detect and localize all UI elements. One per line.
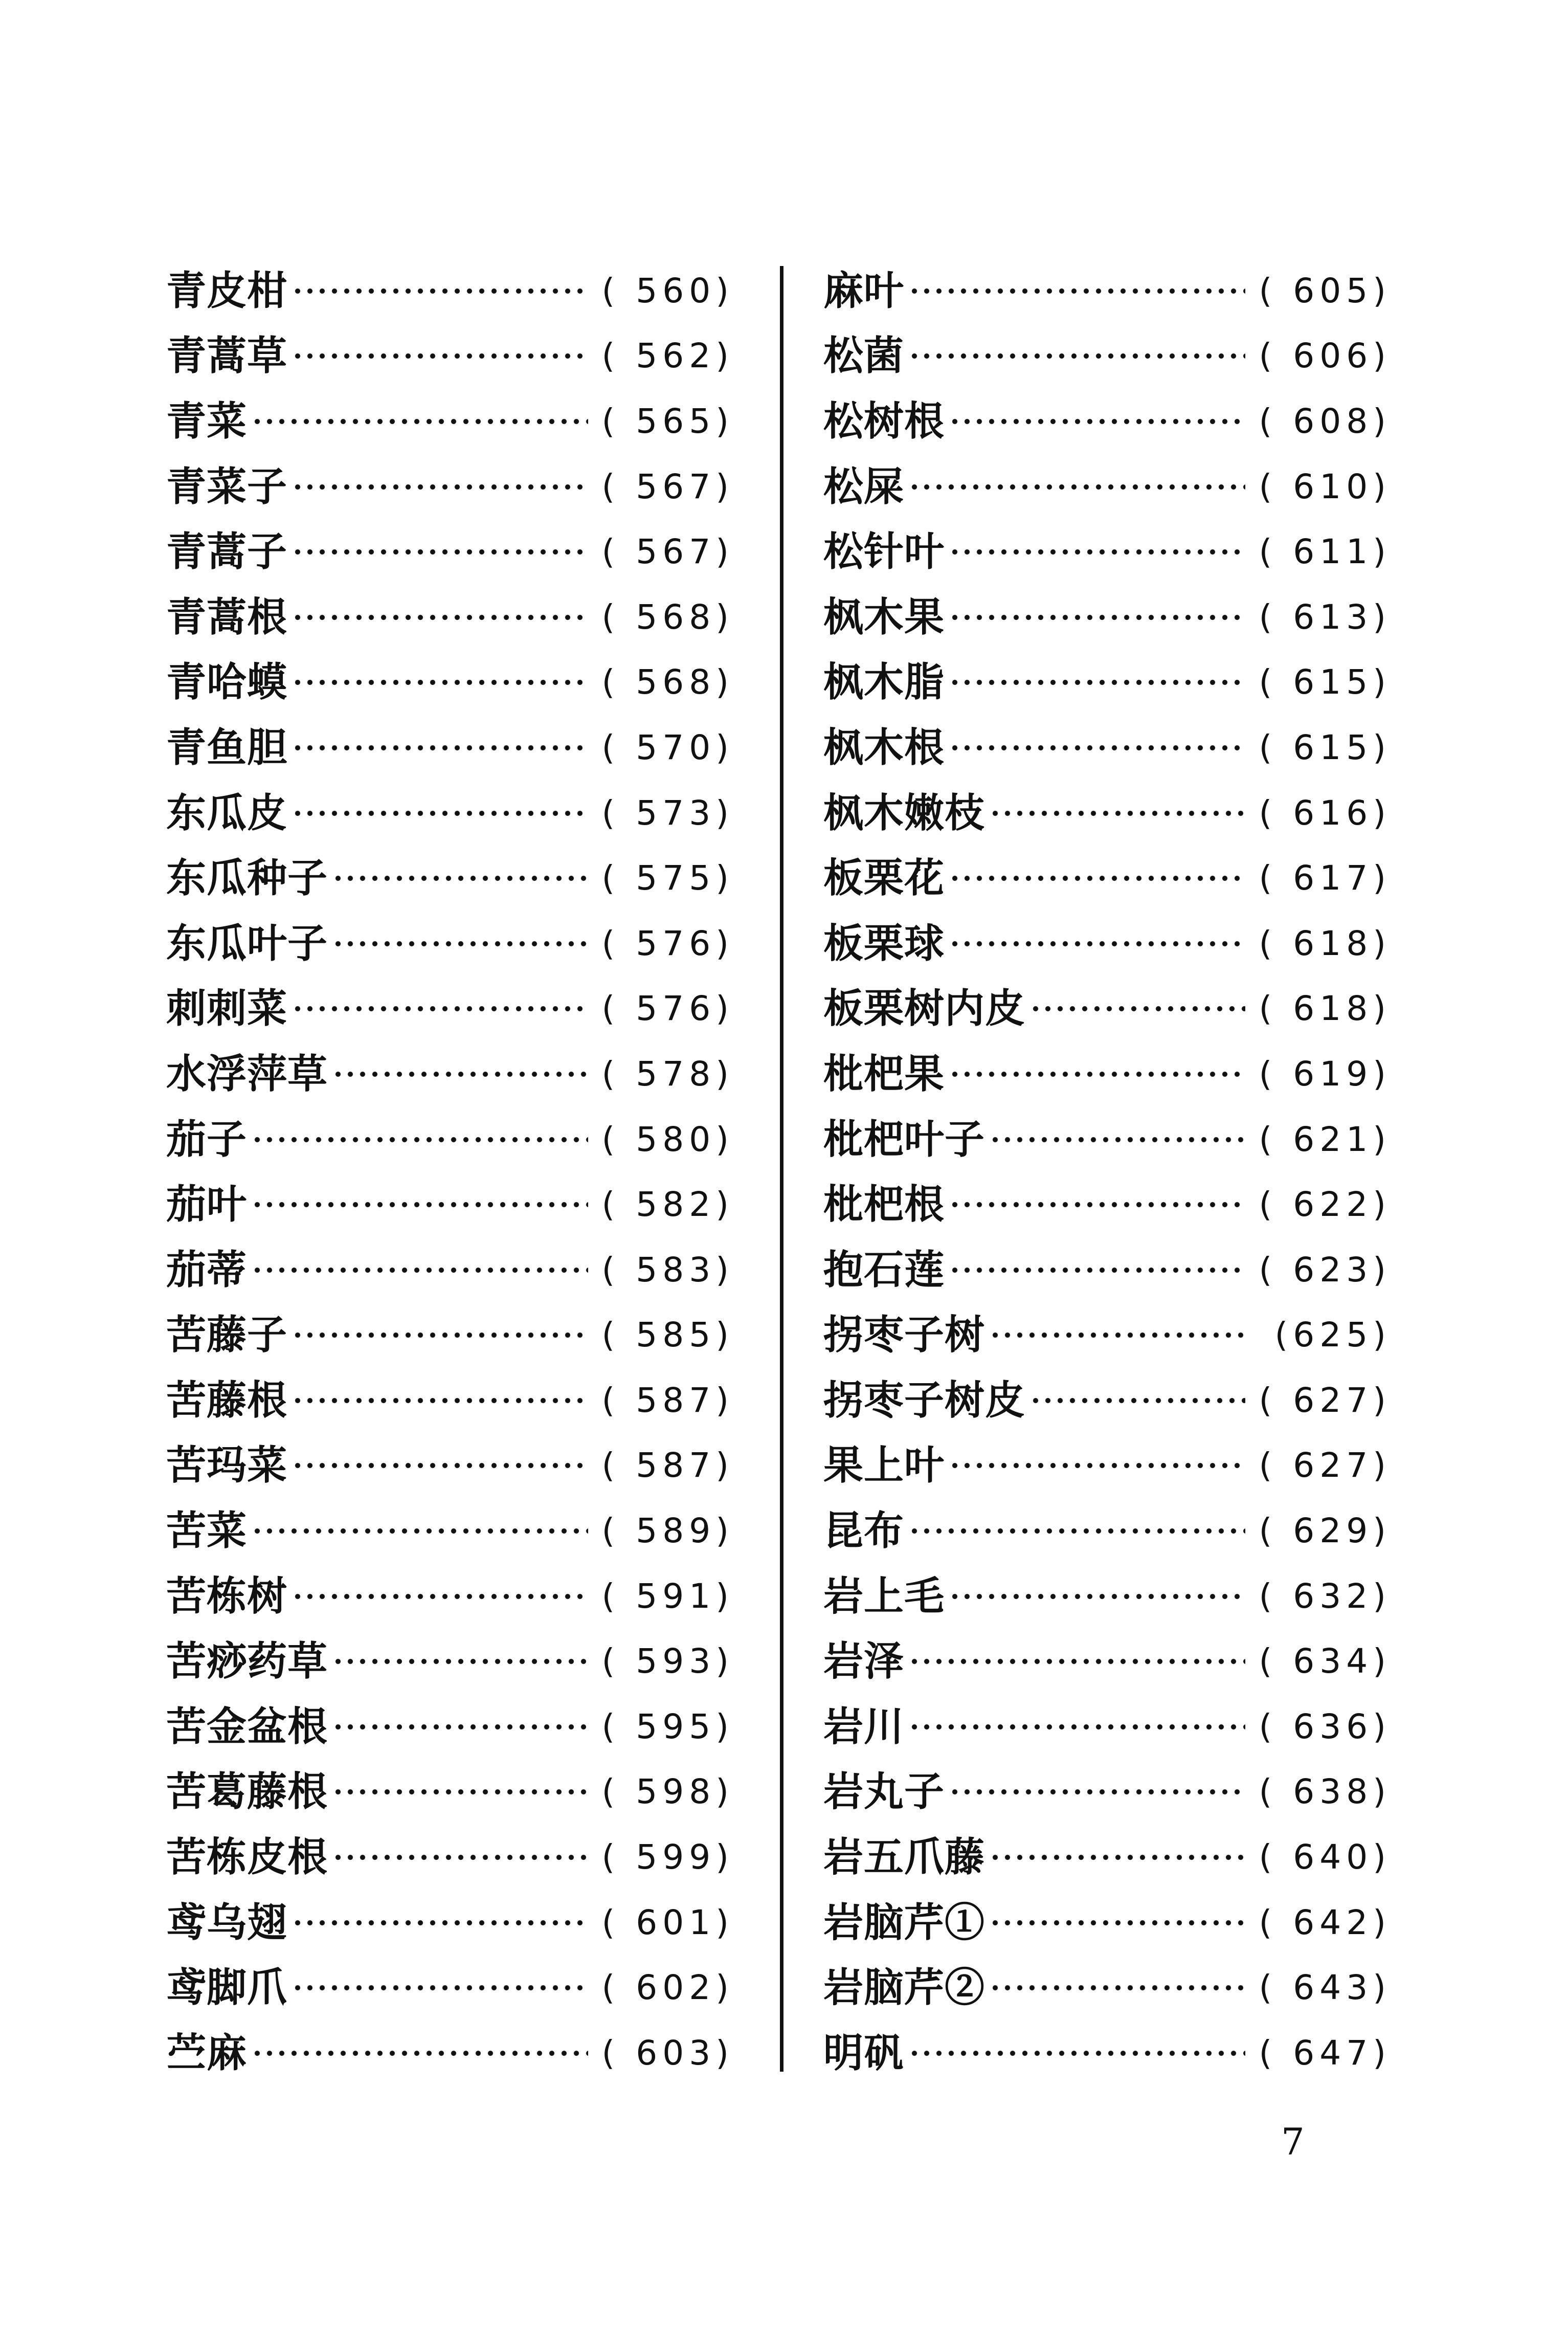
index-entry [823,650,1391,716]
dot-leader [949,1450,1245,1481]
entry-page: ( 599) [601,1837,734,1877]
index-entry [166,650,734,716]
entry-name: 青鱼胆 [166,728,290,768]
index-entry [166,1237,734,1303]
dot-leader [949,602,1245,633]
index-entry [823,1760,1391,1825]
dot-leader [989,1907,1245,1938]
entry-page: ( 622) [1259,1185,1391,1225]
entry-page: ( 605) [1259,271,1391,310]
column-divider [780,266,783,2072]
dot-leader [251,1124,588,1155]
index-entry [166,389,734,454]
dot-leader [949,406,1245,437]
entry-name: 枫木嫩枝 [823,793,988,833]
entry-name: 果上叶 [823,1446,948,1485]
dot-leader [908,1712,1245,1742]
index-entry [166,1694,734,1760]
entry-name: 岩川 [823,1707,907,1747]
entry-name: 苦痧药草 [166,1641,331,1681]
entry-page: ( 593) [601,1641,734,1681]
entry-page: ( 598) [601,1772,734,1812]
entry-page: ( 627) [1259,1380,1391,1420]
dot-leader [949,1059,1245,1090]
entry-name: 枇杷根 [823,1185,948,1225]
index-entry [823,1368,1391,1433]
index-entry [166,1955,734,2021]
dot-leader [332,1777,588,1807]
dot-leader [989,1124,1245,1155]
index-entry [823,1172,1391,1237]
entry-page: ( 619) [1259,1054,1391,1094]
entry-name: 枫木果 [823,597,948,637]
entry-page: ( 603) [601,2033,734,2073]
entry-name: 青蒿根 [166,597,290,637]
entry-name: 东瓜皮 [166,793,290,833]
entry-name: 苦金盆根 [166,1707,331,1747]
entry-page: ( 568) [601,662,734,702]
index-entry [166,1564,734,1629]
index-entry [166,715,734,781]
entry-name: 拐枣子树 [823,1315,988,1355]
dot-leader [989,1320,1245,1350]
dot-leader [251,1189,588,1220]
dot-leader [251,406,588,437]
entry-page: ( 570) [601,727,734,767]
entry-name: 东瓜种子 [166,858,331,898]
entry-name: 苦菜 [166,1511,250,1551]
index-entry [823,977,1391,1042]
entry-page: ( 632) [1259,1576,1391,1616]
entry-name: 青菜子 [166,467,290,507]
dot-leader [908,276,1245,306]
entry-page: ( 576) [601,923,734,963]
dot-leader [908,341,1245,371]
index-entry [166,1760,734,1825]
dot-leader [1029,1385,1245,1416]
entry-name: 松菌 [823,336,907,376]
entry-page: ( 587) [601,1380,734,1420]
dot-leader [292,733,588,763]
entry-name: 岩五爪藤 [823,1837,988,1877]
entry-page: ( 582) [601,1185,734,1225]
entry-name: 苦藤根 [166,1381,290,1421]
entry-name: 青菜 [166,402,250,441]
entry-name: 板栗树内皮 [823,989,1028,1029]
entry-name: 板栗球 [823,924,948,964]
index-entry [823,911,1391,977]
index-entry [166,1368,734,1433]
entry-page: ( 589) [601,1511,734,1551]
index-entry [166,519,734,585]
dot-leader [332,1059,588,1090]
index-entry [166,1303,734,1368]
entry-page: ( 575) [601,858,734,898]
entry-page: ( 640) [1259,1837,1391,1877]
entry-page: ( 591) [601,1576,734,1616]
index-entry [166,781,734,846]
entry-page: ( 587) [601,1446,734,1485]
entry-page: ( 617) [1259,858,1391,898]
entry-name: 茄蒂 [166,1250,250,1290]
index-entry [823,389,1391,454]
index-entry [823,324,1391,389]
entry-name: 青蒿子 [166,532,290,572]
entry-name: 苦葛藤根 [166,1772,331,1812]
entry-page: ( 611) [1259,532,1391,572]
entry-page: ( 636) [1259,1706,1391,1746]
entry-page: ( 643) [1259,1968,1391,2008]
dot-leader [292,1581,588,1612]
dot-leader [251,2038,588,2069]
entry-page: ( 647) [1259,2033,1391,2073]
dot-leader [332,1712,588,1742]
dot-leader [908,2038,1245,2069]
index-entry [166,258,734,324]
index-entry [166,846,734,911]
dot-leader [332,1842,588,1873]
entry-name: 麻叶 [823,271,907,311]
dot-leader [251,1516,588,1546]
entry-page: ( 601) [601,1902,734,1942]
index-entry [166,2021,734,2086]
index-entry [823,519,1391,585]
entry-name: 刺刺菜 [166,989,290,1029]
entry-page: ( 595) [601,1706,734,1746]
entry-page: ( 568) [601,597,734,637]
entry-name: 鸢脚爪 [166,1968,290,2008]
entry-page: ( 623) [1259,1250,1391,1290]
entry-name: 枫木根 [823,728,948,768]
dot-leader [949,1189,1245,1220]
entry-page: ( 565) [601,401,734,441]
entry-page: ( 610) [1259,467,1391,506]
index-entry [823,1237,1391,1303]
entry-name: 青哈蟆 [166,662,290,702]
index-entry [166,324,734,389]
entry-page: ( 578) [601,1054,734,1094]
entry-page: ( 580) [601,1119,734,1159]
entry-name: 鸢乌翅 [166,1903,290,1943]
entry-name: 岩脑芹① [823,1903,988,1943]
entry-page: ( 613) [1259,597,1391,637]
index-entry [823,258,1391,324]
right-column [823,258,1391,2086]
index-entry [166,1107,734,1172]
index-entry [823,1629,1391,1694]
entry-page: ( 618) [1259,923,1391,963]
entry-name: 苦玛菜 [166,1446,290,1485]
entry-page: ( 642) [1259,1902,1391,1942]
dot-leader [908,1516,1245,1546]
index-entry [166,1890,734,1956]
dot-leader [908,1646,1245,1677]
dot-leader [949,667,1245,698]
dot-leader [292,602,588,633]
dot-leader [251,1255,588,1285]
entry-name: 枇杷果 [823,1054,948,1094]
entry-page: ( 602) [601,1968,734,2008]
entry-name: 岩泽 [823,1641,907,1681]
dot-leader [292,276,588,306]
entry-page: ( 615) [1259,727,1391,767]
entry-page: ( 576) [601,989,734,1029]
entry-name: 苎麻 [166,2033,250,2073]
dot-leader [949,1581,1245,1612]
dot-leader [949,733,1245,763]
index-entry [166,1498,734,1564]
index-entry [823,1303,1391,1368]
entry-name: 枇杷叶子 [823,1120,988,1160]
entry-page: ( 567) [601,532,734,572]
entry-name: 水浮萍草 [166,1054,331,1094]
entry-name: 昆布 [823,1511,907,1551]
index-entry [166,911,734,977]
index-entry [823,1433,1391,1499]
entry-page: ( 573) [601,793,734,833]
entry-page: ( 621) [1259,1119,1391,1159]
index-entry [823,1107,1391,1172]
entry-name: 岩上毛 [823,1577,948,1616]
dot-leader [292,993,588,1024]
index-entry [823,715,1391,781]
index-entry [823,1498,1391,1564]
entry-name: 青蒿草 [166,336,290,376]
dot-leader [949,863,1245,894]
dot-leader [949,537,1245,567]
dot-leader [332,863,588,894]
page-number: 7 [1281,2120,1305,2163]
entry-name: 东瓜叶子 [166,924,331,964]
entry-name: 板栗花 [823,858,948,898]
entry-name: 苦栋树 [166,1577,290,1616]
index-entry [823,454,1391,520]
index-entry [823,1825,1391,1890]
entry-page: ( 608) [1259,401,1391,441]
dot-leader [292,1450,588,1481]
index-entry [823,1694,1391,1760]
dot-leader [989,1972,1245,2003]
dot-leader [292,798,588,829]
entry-page: ( 585) [601,1315,734,1355]
entry-page: ( 616) [1259,793,1391,833]
entry-name: 松树根 [823,402,948,441]
left-column [166,258,734,2086]
entry-name: 茄叶 [166,1185,250,1225]
index-entry [166,977,734,1042]
entry-page: ( 627) [1259,1446,1391,1485]
dot-leader [1029,993,1245,1024]
entry-page: ( 567) [601,467,734,506]
entry-page: ( 560) [601,271,734,310]
index-entry [166,1041,734,1107]
index-entry [166,1172,734,1237]
entry-name: 明矾 [823,2033,907,2073]
dot-leader [949,928,1245,959]
entry-page: ( 634) [1259,1641,1391,1681]
entry-name: 茄子 [166,1120,250,1160]
entry-page: ( 615) [1259,662,1391,702]
dot-leader [292,537,588,567]
entry-page: (625) [1274,1315,1391,1355]
index-entry [166,454,734,520]
index-entry [823,781,1391,846]
index-entry [823,1564,1391,1629]
entry-name: 松针叶 [823,532,948,572]
entry-page: ( 583) [601,1250,734,1290]
entry-name: 岩丸子 [823,1772,948,1812]
entry-name: 枫木脂 [823,662,948,702]
dot-leader [332,928,588,959]
entry-name: 岩脑芹② [823,1968,988,2008]
index-entry [166,1825,734,1890]
index-entry [166,1629,734,1694]
entry-page: ( 629) [1259,1511,1391,1551]
index-entry [166,1433,734,1499]
dot-leader [292,1907,588,1938]
index-entry [823,585,1391,650]
index-entry [823,1955,1391,2021]
dot-leader [292,1972,588,2003]
index-entry [823,846,1391,911]
dot-leader [332,1646,588,1677]
dot-leader [292,341,588,371]
dot-leader [292,667,588,698]
dot-leader [989,1842,1245,1873]
index-entry [823,1890,1391,1956]
entry-page: ( 618) [1259,989,1391,1029]
entry-name: 拐枣子树皮 [823,1381,1028,1421]
dot-leader [949,1255,1245,1285]
entry-page: ( 562) [601,336,734,376]
dot-leader [908,472,1245,502]
dot-leader [949,1777,1245,1807]
index-entry [823,1041,1391,1107]
entry-name: 苦藤子 [166,1315,290,1355]
dot-leader [292,1320,588,1350]
entry-name: 松屎 [823,467,907,507]
dot-leader [292,472,588,502]
entry-name: 抱石莲 [823,1250,948,1290]
entry-name: 苦栋皮根 [166,1837,331,1877]
entry-name: 青皮柑 [166,271,290,311]
entry-page: ( 606) [1259,336,1391,376]
dot-leader [989,798,1245,829]
index-entry [166,585,734,650]
dot-leader [292,1385,588,1416]
entry-page: ( 638) [1259,1772,1391,1812]
index-entry [823,2021,1391,2086]
